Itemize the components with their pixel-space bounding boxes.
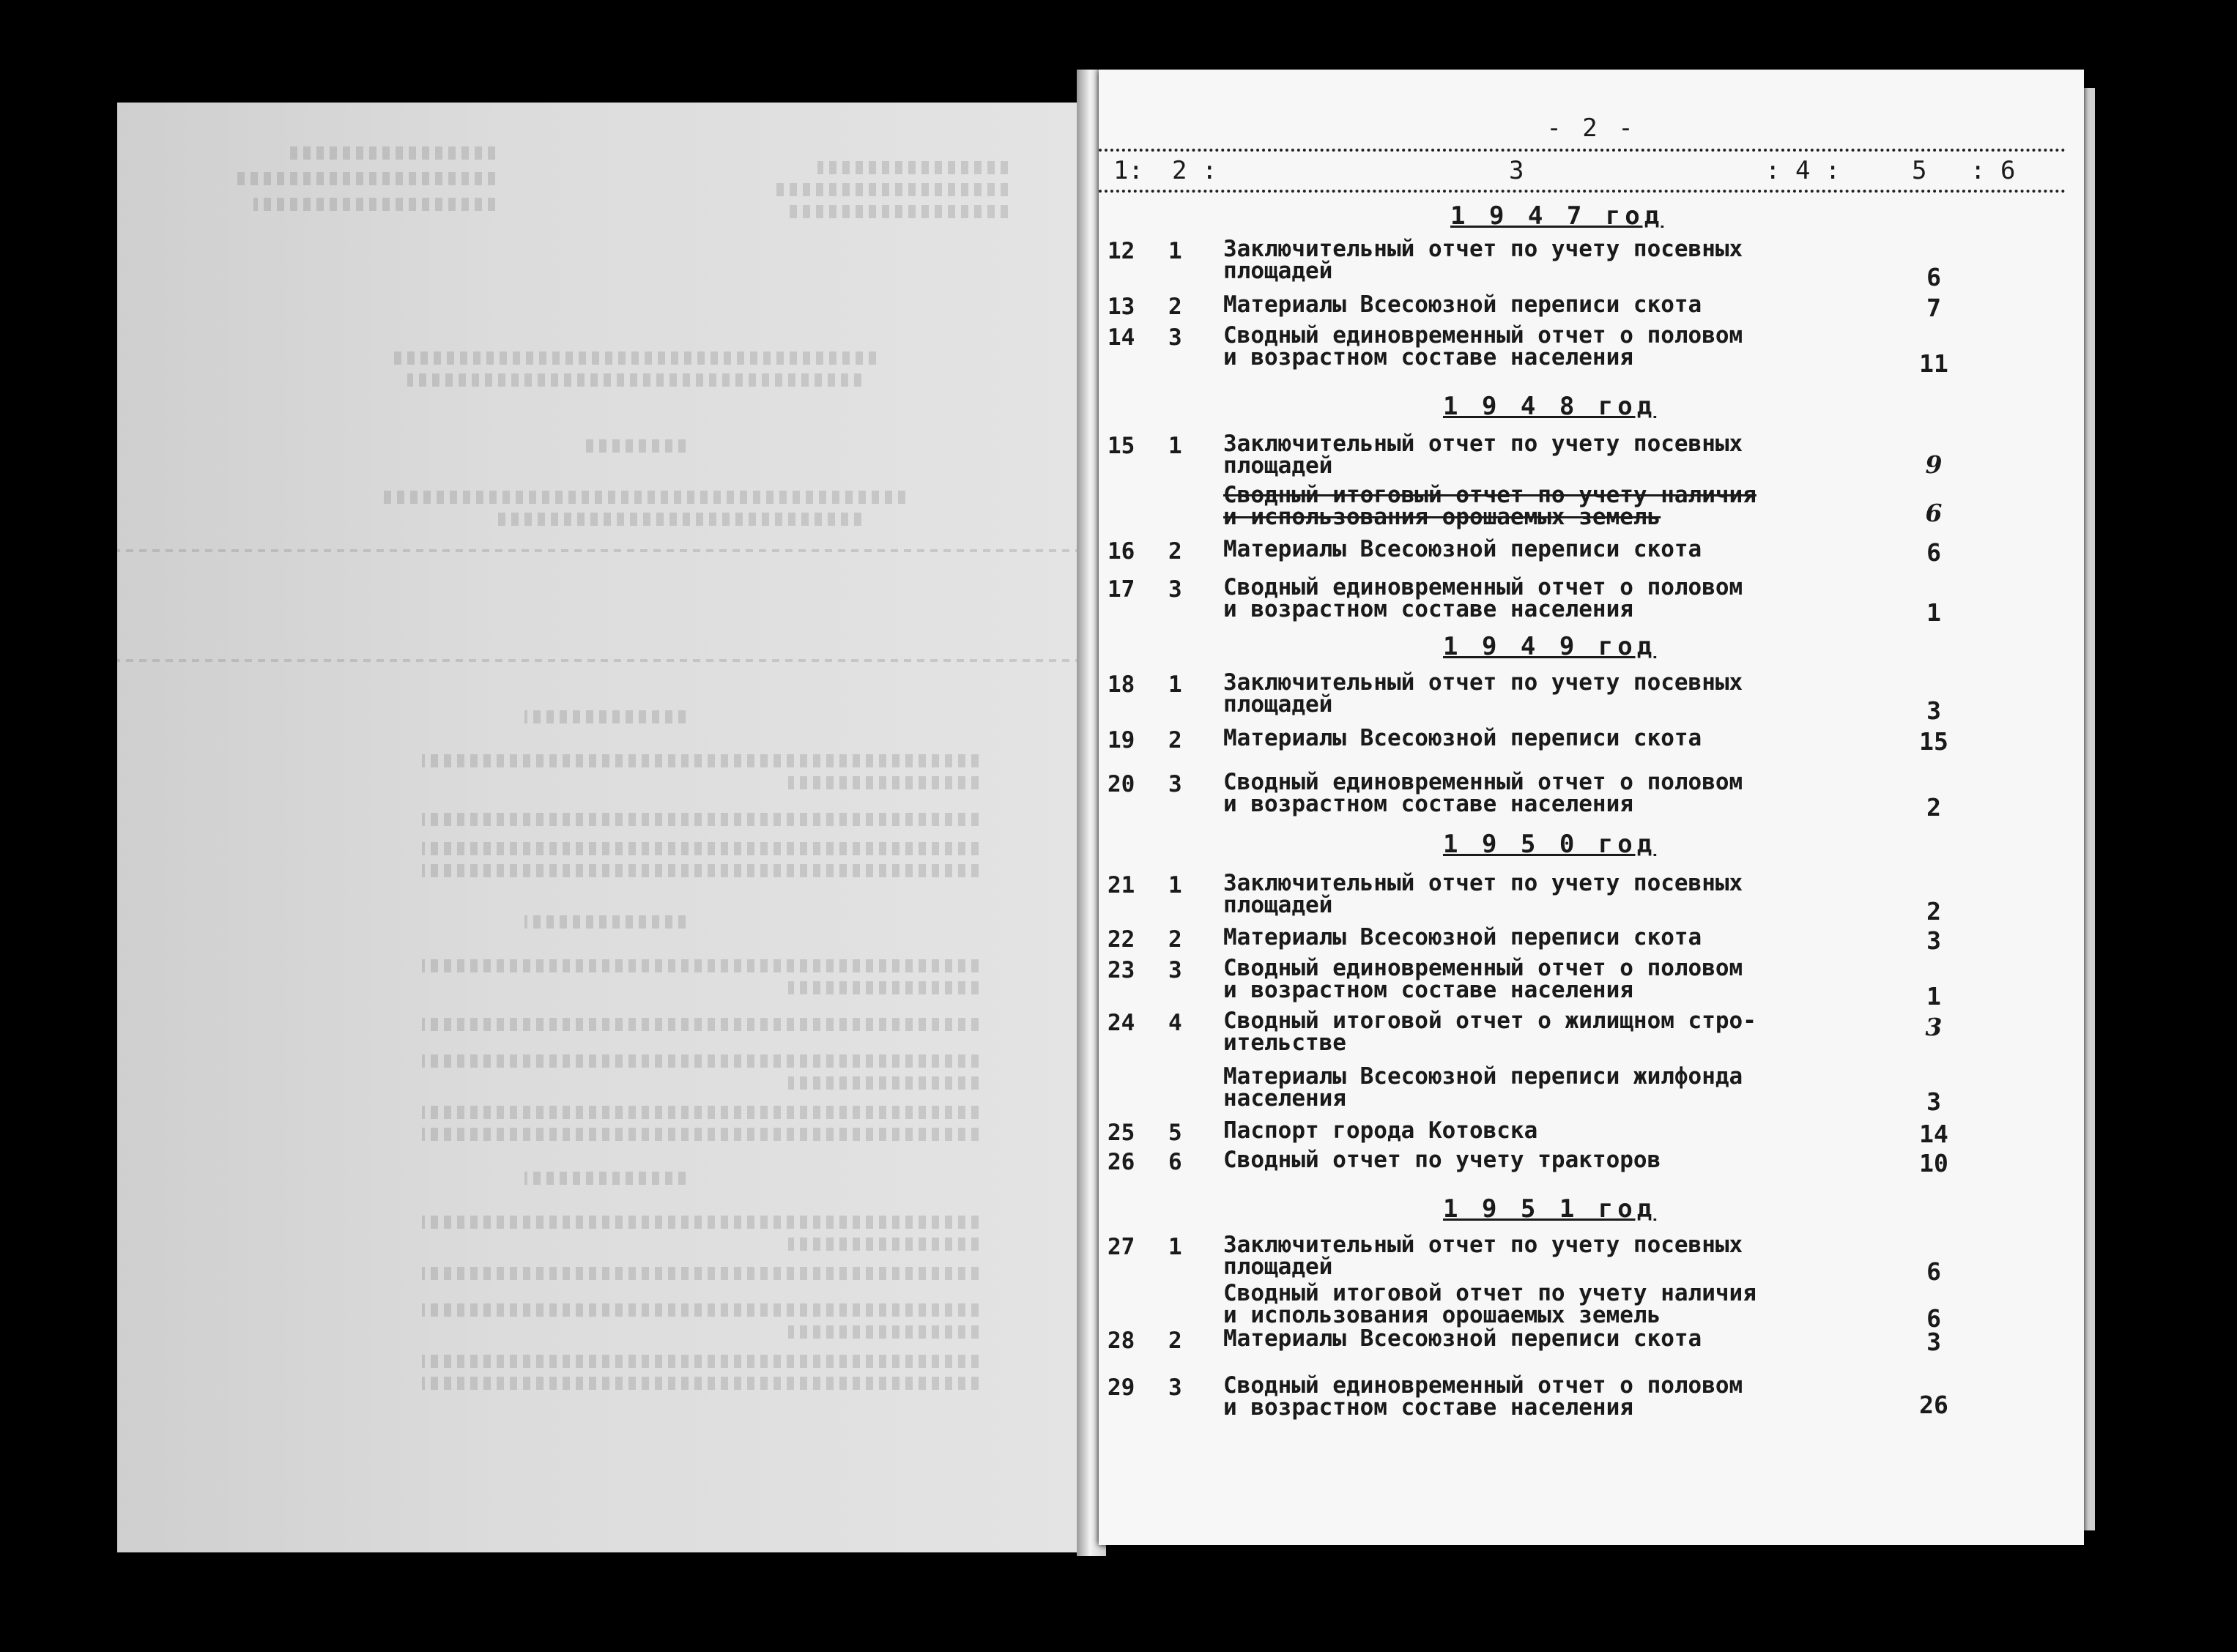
row-pages-handwritten: 9	[1925, 450, 1943, 479]
row-title: Материалы Всесоюзной переписи скота	[1223, 725, 1702, 751]
row-pages: 3	[1926, 1087, 1941, 1116]
row-title: Паспорт города Котовска	[1223, 1117, 1538, 1144]
row-pages: 10	[1919, 1149, 1948, 1177]
row-title: Заключительный отчет по учету посевных площадей	[1223, 431, 1743, 479]
header-col-5: 5	[1912, 156, 1927, 185]
row-number: 26	[1108, 1149, 1135, 1175]
row-pages: 2	[1926, 793, 1941, 822]
row-title: Сводный единовременный отчет о половом и возрастном составе населения	[1223, 322, 1743, 371]
row-subnumber: 2	[1168, 926, 1182, 953]
row-number: 22	[1108, 926, 1135, 953]
row-title: Сводный единовременный отчет о половом и возрастном составе населения	[1223, 955, 1743, 1003]
row-subnumber: 3	[1168, 324, 1182, 351]
row-subnumber: 4	[1168, 1010, 1182, 1036]
row-pages-handwritten: 6	[1925, 499, 1943, 527]
row-pages: 6	[1926, 538, 1941, 567]
row-title: Материалы Всесоюзной переписи скота	[1223, 924, 1702, 950]
row-subnumber: 1	[1168, 238, 1182, 264]
row-subnumber: 3	[1168, 1374, 1182, 1401]
row-number: 18	[1108, 671, 1135, 698]
page-number: - 2 -	[1546, 114, 1636, 143]
table-header	[1099, 149, 2066, 193]
row-title: Сводный единовременный отчет о половом и возрастном составе населения	[1223, 1372, 1743, 1421]
row-title: Сводный единовременный отчет о половом и возрастном составе населения	[1223, 574, 1743, 622]
row-pages: 6	[1926, 1257, 1941, 1286]
row-subnumber: 3	[1168, 576, 1182, 603]
header-col-4: : 4 :	[1765, 156, 1841, 185]
row-number: 17	[1108, 576, 1135, 603]
row-number: 21	[1108, 872, 1135, 898]
row-pages: 1	[1926, 598, 1941, 627]
row-number: 14	[1108, 324, 1135, 351]
right-page	[1099, 70, 2084, 1545]
row-subnumber: 1	[1168, 872, 1182, 898]
year-heading: 1 9 4 7 год	[1450, 201, 1664, 231]
row-number: 23	[1108, 957, 1135, 983]
row-number: 25	[1108, 1120, 1135, 1146]
year-heading: 1 9 5 1 год	[1443, 1194, 1657, 1224]
row-title: Материалы Всесоюзной переписи скота	[1223, 1325, 1702, 1352]
row-pages: 7	[1926, 294, 1941, 322]
row-number: 12	[1108, 238, 1135, 264]
row-title: Сводный итоговой отчет о жилищном стро- ительстве	[1223, 1008, 1756, 1056]
row-pages: 3	[1926, 926, 1941, 955]
row-title: Материалы Всесоюзной переписи скота	[1223, 536, 1702, 562]
row-number: 29	[1108, 1374, 1135, 1401]
row-number: 27	[1108, 1234, 1135, 1260]
row-title: Заключительный отчет по учету посевных площадей	[1223, 236, 1743, 284]
row-number: 19	[1108, 727, 1135, 754]
header-col-2: 2 :	[1172, 156, 1217, 185]
year-heading: 1 9 4 8 год	[1443, 392, 1657, 421]
row-subnumber: 3	[1168, 957, 1182, 983]
row-number: 20	[1108, 771, 1135, 797]
row-subnumber: 1	[1168, 1234, 1182, 1260]
header-col-1: 1:	[1113, 156, 1143, 185]
row-subnumber: 5	[1168, 1120, 1182, 1146]
row-title: Материалы Всесоюзной переписи скота	[1223, 291, 1702, 318]
row-subnumber: 1	[1168, 671, 1182, 698]
row-subnumber: 3	[1168, 771, 1182, 797]
row-title: Сводный единовременный отчет о половом и возрастном составе населения	[1223, 769, 1743, 817]
header-col-3: 3	[1509, 156, 1524, 185]
row-title: Сводный отчет по учету тракторов	[1223, 1147, 1661, 1173]
row-title: Заключительный отчет по учету посевных площадей	[1223, 669, 1743, 718]
row-pages: 6	[1926, 1304, 1941, 1333]
row-pages: 3	[1926, 1328, 1941, 1356]
row-subnumber: 2	[1168, 538, 1182, 565]
row-pages: 2	[1926, 897, 1941, 926]
left-page-bleedthrough	[117, 103, 1096, 1552]
row-pages: 1	[1926, 982, 1941, 1011]
row-number: 28	[1108, 1328, 1135, 1354]
row-title: Сводный итоговой отчет по учету наличия и использования орошаемых земель	[1223, 1280, 1756, 1328]
row-number: 15	[1108, 433, 1135, 459]
row-pages: 15	[1919, 727, 1948, 756]
row-subnumber: 1	[1168, 433, 1182, 459]
row-pages: 14	[1919, 1120, 1948, 1148]
row-number: 16	[1108, 538, 1135, 565]
row-subnumber: 6	[1168, 1149, 1182, 1175]
row-title: Сводный итоговый отчет по учету наличия и использования орошаемых земель	[1223, 482, 1756, 530]
row-subnumber: 2	[1168, 1328, 1182, 1354]
row-subnumber: 2	[1168, 294, 1182, 320]
row-pages: 11	[1919, 349, 1948, 378]
row-pages: 26	[1919, 1391, 1948, 1419]
row-number: 13	[1108, 294, 1135, 320]
row-number: 24	[1108, 1010, 1135, 1036]
row-pages: 3	[1926, 696, 1941, 725]
row-pages-handwritten: 3	[1925, 1013, 1943, 1041]
year-heading: 1 9 4 9 год	[1443, 632, 1657, 661]
row-pages: 6	[1926, 263, 1941, 291]
bleedthrough-text	[117, 103, 1096, 1552]
row-title: Заключительный отчет по учету посевных площадей	[1223, 1232, 1743, 1280]
header-col-6: : 6	[1970, 156, 2016, 185]
row-title: Материалы Всесоюзной переписи жилфонда населения	[1223, 1063, 1743, 1112]
row-subnumber: 2	[1168, 727, 1182, 754]
row-title: Заключительный отчет по учету посевных площадей	[1223, 870, 1743, 918]
year-heading: 1 9 5 0 год	[1443, 830, 1657, 859]
